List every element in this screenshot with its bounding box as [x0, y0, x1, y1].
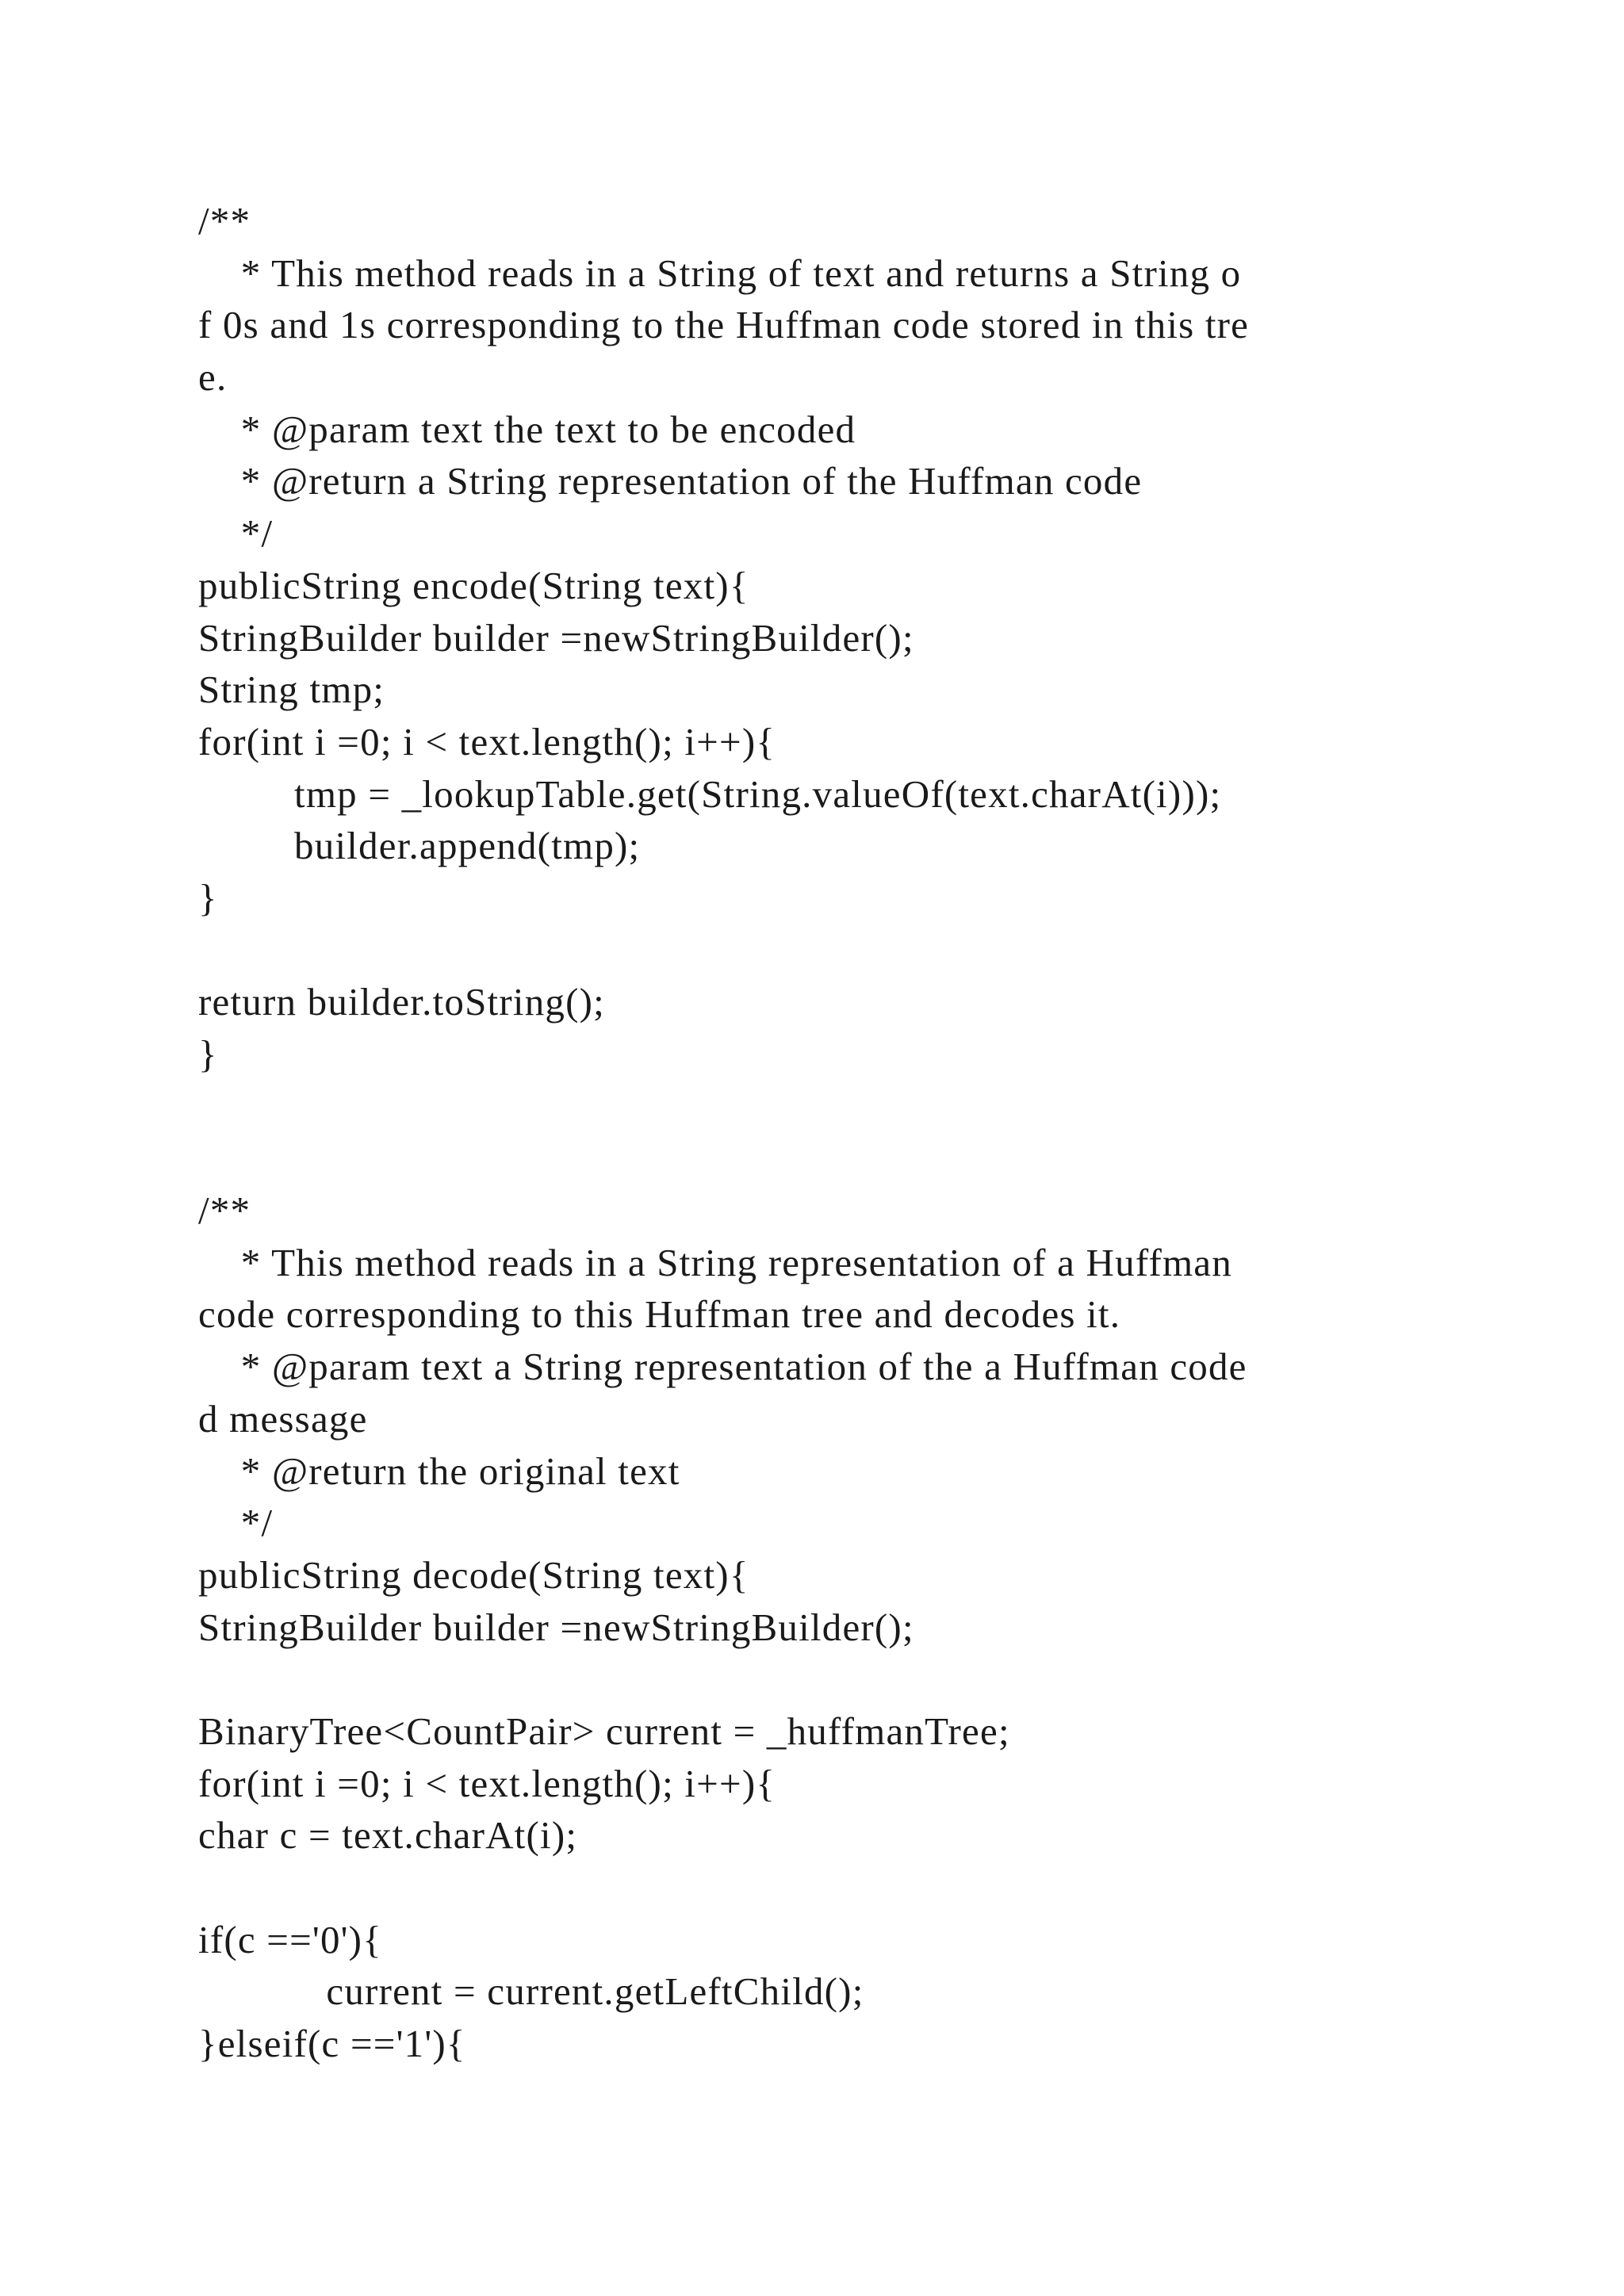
code-line-16: return builder.toString();: [198, 980, 605, 1024]
code-line-8: publicString encode(String text){: [198, 563, 749, 607]
code-line-24: d message: [198, 1396, 368, 1441]
code-line-26: */: [198, 1501, 274, 1545]
code-line-31: for(int i =0; i < text.length(); i++){: [198, 1761, 776, 1805]
code-line-22: code corresponding to this Huffman tree and decodes it.: [198, 1292, 1121, 1337]
code-line-11: for(int i =0; i < text.length(); i++){: [198, 719, 776, 763]
blank-line: [198, 924, 1435, 977]
code-line-23: * @param text a String representation of the a Huffman code: [198, 1345, 1247, 1389]
code-line-20: /**: [198, 1188, 251, 1233]
blank-line: [198, 1081, 1435, 1133]
code-line-10: String tmp;: [198, 668, 385, 712]
code-line-13: builder.append(tmp);: [198, 824, 641, 868]
code-line-25: * @return the original text: [198, 1448, 680, 1493]
blank-line: [198, 1653, 1435, 1705]
code-line-35: current = current.getLeftChild();: [198, 1969, 864, 2014]
code-line-32: char c = text.charAt(i);: [198, 1813, 578, 1858]
code-line-28: StringBuilder builder =newStringBuilder();: [198, 1605, 914, 1649]
code-line-36: }elseif(c =='1'){: [198, 2022, 466, 2066]
code-line-30: BinaryTree<CountPair> current = _huffmanTree;: [198, 1709, 1010, 1753]
code-line-4: e.: [198, 355, 228, 400]
code-listing: [198, 195, 1435, 2070]
code-line-34: if(c =='0'){: [198, 1917, 382, 1961]
code-line-7: */: [198, 511, 274, 556]
code-line-1: /**: [198, 199, 251, 243]
code-line-9: StringBuilder builder =newStringBuilder();: [198, 615, 914, 660]
blank-line: [198, 1862, 1435, 1914]
code-line-21: * This method reads in a String representation of a Huffman: [198, 1240, 1232, 1284]
code-line-17: }: [198, 1032, 218, 1076]
code-line-5: * @param text the text to be encoded: [198, 407, 856, 451]
code-line-6: * @return a String representation of the Huffman code: [198, 459, 1143, 503]
code-line-14: }: [198, 875, 218, 920]
code-line-2: * This method reads in a String of text and returns a String o: [198, 251, 1242, 295]
code-line-27: publicString decode(String text){: [198, 1552, 749, 1597]
code-line-12: tmp = _lookupTable.get(String.valueOf(text.charAt(i)));: [198, 771, 1222, 816]
code-line-3: f 0s and 1s corresponding to the Huffman code stored in this tre: [198, 303, 1250, 347]
blank-line: [198, 1132, 1435, 1184]
